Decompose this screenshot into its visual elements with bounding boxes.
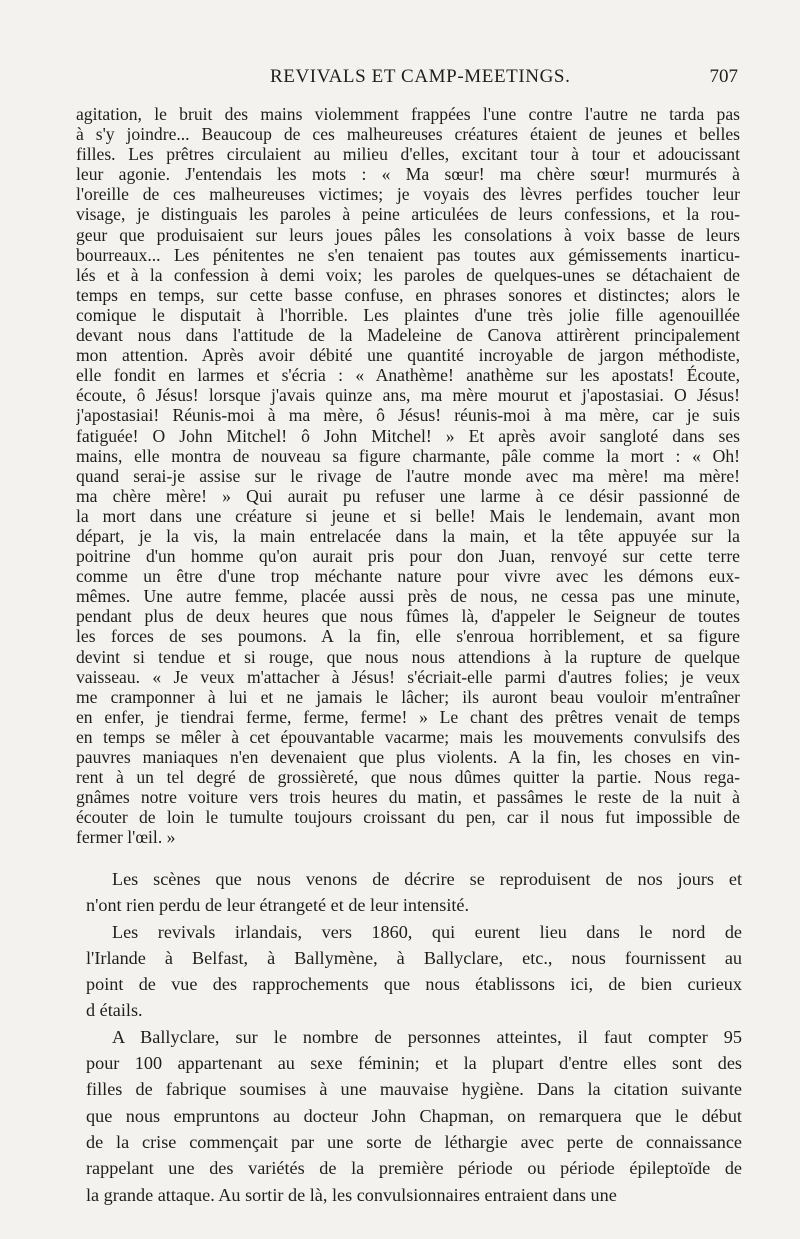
paragraph [86, 919, 742, 1024]
quote-line: fatiguée! O John Mitchel! ô John Mitchel! » Et après avoir sangloté dans ses [76, 425, 740, 446]
quote-line: fermer l'œil. » [76, 827, 176, 848]
quote-line: ma chère mère! » Qui aurait pu refuser une larme à ce désir passionné de [76, 485, 740, 506]
paragraph-line: de la crise commençait par une sorte de léthargie avec perte de connaissance [86, 1131, 742, 1152]
quote-line: en enfer, je tiendrai ferme, ferme, ferme! » Le chant des prêtres venait de temps [76, 706, 740, 727]
quote-line: départ, je la vis, la main entrelacée dans la main, et la tête appuyée sur la [76, 525, 740, 546]
paragraph-line: Les scènes que nous venons de décrire se reproduisent de nos jours et [112, 869, 742, 889]
paragraph-line: filles de fabrique soumises à une mauvaise hygiène. Dans la citation suivante [86, 1079, 742, 1100]
paragraph-line: pour 100 appartenant au sexe féminin; et la plupart d'entre elles sont des [86, 1053, 742, 1074]
quoted-passage [76, 104, 740, 847]
quote-line: me cramponner à lui et ne jamais le lâcher; ils auront beau vouloir m'entraîner [76, 686, 740, 707]
paragraph [86, 866, 742, 919]
running-title: REVIVALS ET CAMP-MEETINGS. [270, 66, 571, 87]
quote-line: poitrine d'un homme qu'on aurait pris pour don Juan, renvoyé sur cette terre [76, 546, 740, 567]
quote-line: pauvres maniaques n'en devenaient que plus violents. A la fin, les choses en vin- [76, 747, 740, 767]
quote-line: bourreaux... Les pénitentes ne s'en tenaient pas toutes aux gémissements inarticu- [76, 244, 740, 265]
quote-line: gnâmes notre voiture vers trois heures du matin, et passâmes le reste de la nuit à [76, 787, 740, 808]
paragraph-line: d étails. [86, 1000, 143, 1021]
quote-line: quand serai-je assise sur le rivage de l'autre monde avec ma mère! ma mère! [76, 465, 740, 486]
quote-line: devint si tendue et si rouge, que nous nous attendions à la rupture de quelque [76, 646, 740, 667]
quote-line: elle fondit en larmes et s'écria : « Anathème! anathème sur les apostats! Écoute, [76, 365, 740, 386]
quote-line: geur que produisaient sur leurs joues pâles les consolations à voix basse de leurs [76, 224, 740, 245]
quote-line: l'oreille de ces malheureuses victimes; je voyais des lèvres perfides toucher leur [76, 184, 740, 205]
paragraph-line: Les revivals irlandais, vers 1860, qui eurent lieu dans le nord de [112, 921, 742, 942]
quote-line: visage, je distinguais les paroles à peine articulées de leurs confessions, et la rou- [76, 204, 740, 225]
quote-line: mains, elle montra de nouveau sa figure charmante, pâle comme la mort : « Oh! [76, 445, 740, 466]
quote-line: écouter de loin le tumulte toujours croissant du pen, car il nous fut impossible de [76, 807, 740, 828]
quote-line: les forces de ses poumons. A la fin, elle s'enroua horriblement, et sa figure [76, 626, 740, 647]
quote-line: lés et à la confession à demi voix; les paroles de quelques-unes se détachaient de [76, 264, 740, 285]
quote-line: vaisseau. « Je veux m'attacher à Jésus! s'écriait-elle parmi d'autres folies; je veux [76, 666, 740, 687]
quote-line: pendant plus de deux heures que nous fûmes là, d'appeler le Seigneur de toutes [76, 606, 740, 627]
quote-line: la mort dans une créature si jeune et si belle! Mais le lendemain, avant mon [76, 505, 740, 526]
quote-line: agitation, le bruit des mains violemment frappées l'une contre l'autre ne tarda pas [76, 104, 740, 124]
paragraph-line: A Ballyclare, sur le nombre de personnes atteintes, il faut compter 95 [112, 1026, 742, 1047]
paragraph-line: n'ont rien perdu de leur étrangeté et de leur intensité. [86, 895, 470, 916]
paragraph-line: la grande attaque. Au sortir de là, les convulsionnaires entraient dans une [86, 1184, 617, 1205]
quote-line: mon attention. Après avoir débité une quantité incroyable de jargon méthodiste, [76, 345, 740, 366]
quote-line: en temps se mêler à cet épouvantable vacarme; mais les mouvements convulsifs des [76, 726, 740, 747]
quote-line: mêmes. Une autre femme, placée aussi près de nous, ne cessa pas une minute, [76, 586, 740, 607]
quote-line: devant nous dans l'attitude de la Madeleine de Canova attirèrent principalement [76, 325, 740, 346]
paragraph-line: que nous empruntons au docteur John Chapman, on remarquera que le début [86, 1105, 742, 1126]
page-header [80, 66, 738, 94]
page-number: 707 [709, 66, 738, 87]
body-text [86, 866, 742, 1208]
quote-line: rent à un tel degré de grossièreté, que nous dûmes quitter la partie. Nous rega- [76, 767, 740, 788]
quote-line: écoute, ô Jésus! lorsque j'avais quinze ans, ma mère mourut et j'apostasiai. O Jésus! [76, 385, 740, 406]
paragraph-line: point de vue des rapprochements que nous établissons ici, de bien curieux [86, 974, 742, 995]
paragraph-line: rappelant une des variétés de la première période ou période épileptoïde de [86, 1158, 742, 1179]
quote-line: j'apostasiai! Réunis-moi à ma mère, ô Jésus! réunis-moi à ma mère, car je suis [76, 405, 740, 426]
quote-line: filles. Les prêtres circulaient au milieu d'elles, excitant tour à tour et adoucissant [76, 144, 740, 165]
quote-line: comme un être d'une trop méchante nature pour vivre avec les démons eux- [76, 566, 740, 587]
quote-line: temps en temps, sur cette basse confuse, en phrases sonores et distinctes; alors le [76, 284, 740, 305]
quote-line: comique le disputait à l'horrible. Les plaintes d'une très jolie fille agenouillée [76, 304, 740, 325]
quote-line: à s'y joindre... Beaucoup de ces malheureuses créatures étaient de jeunes et belles [76, 124, 740, 145]
paragraph [86, 1024, 742, 1208]
paragraph-line: l'Irlande à Belfast, à Ballymène, à Ballyclare, etc., nous fournissent au [86, 947, 742, 968]
quote-line: leur agonie. J'entendais les mots : « Ma sœur! ma chère sœur! murmurés à [76, 164, 740, 185]
